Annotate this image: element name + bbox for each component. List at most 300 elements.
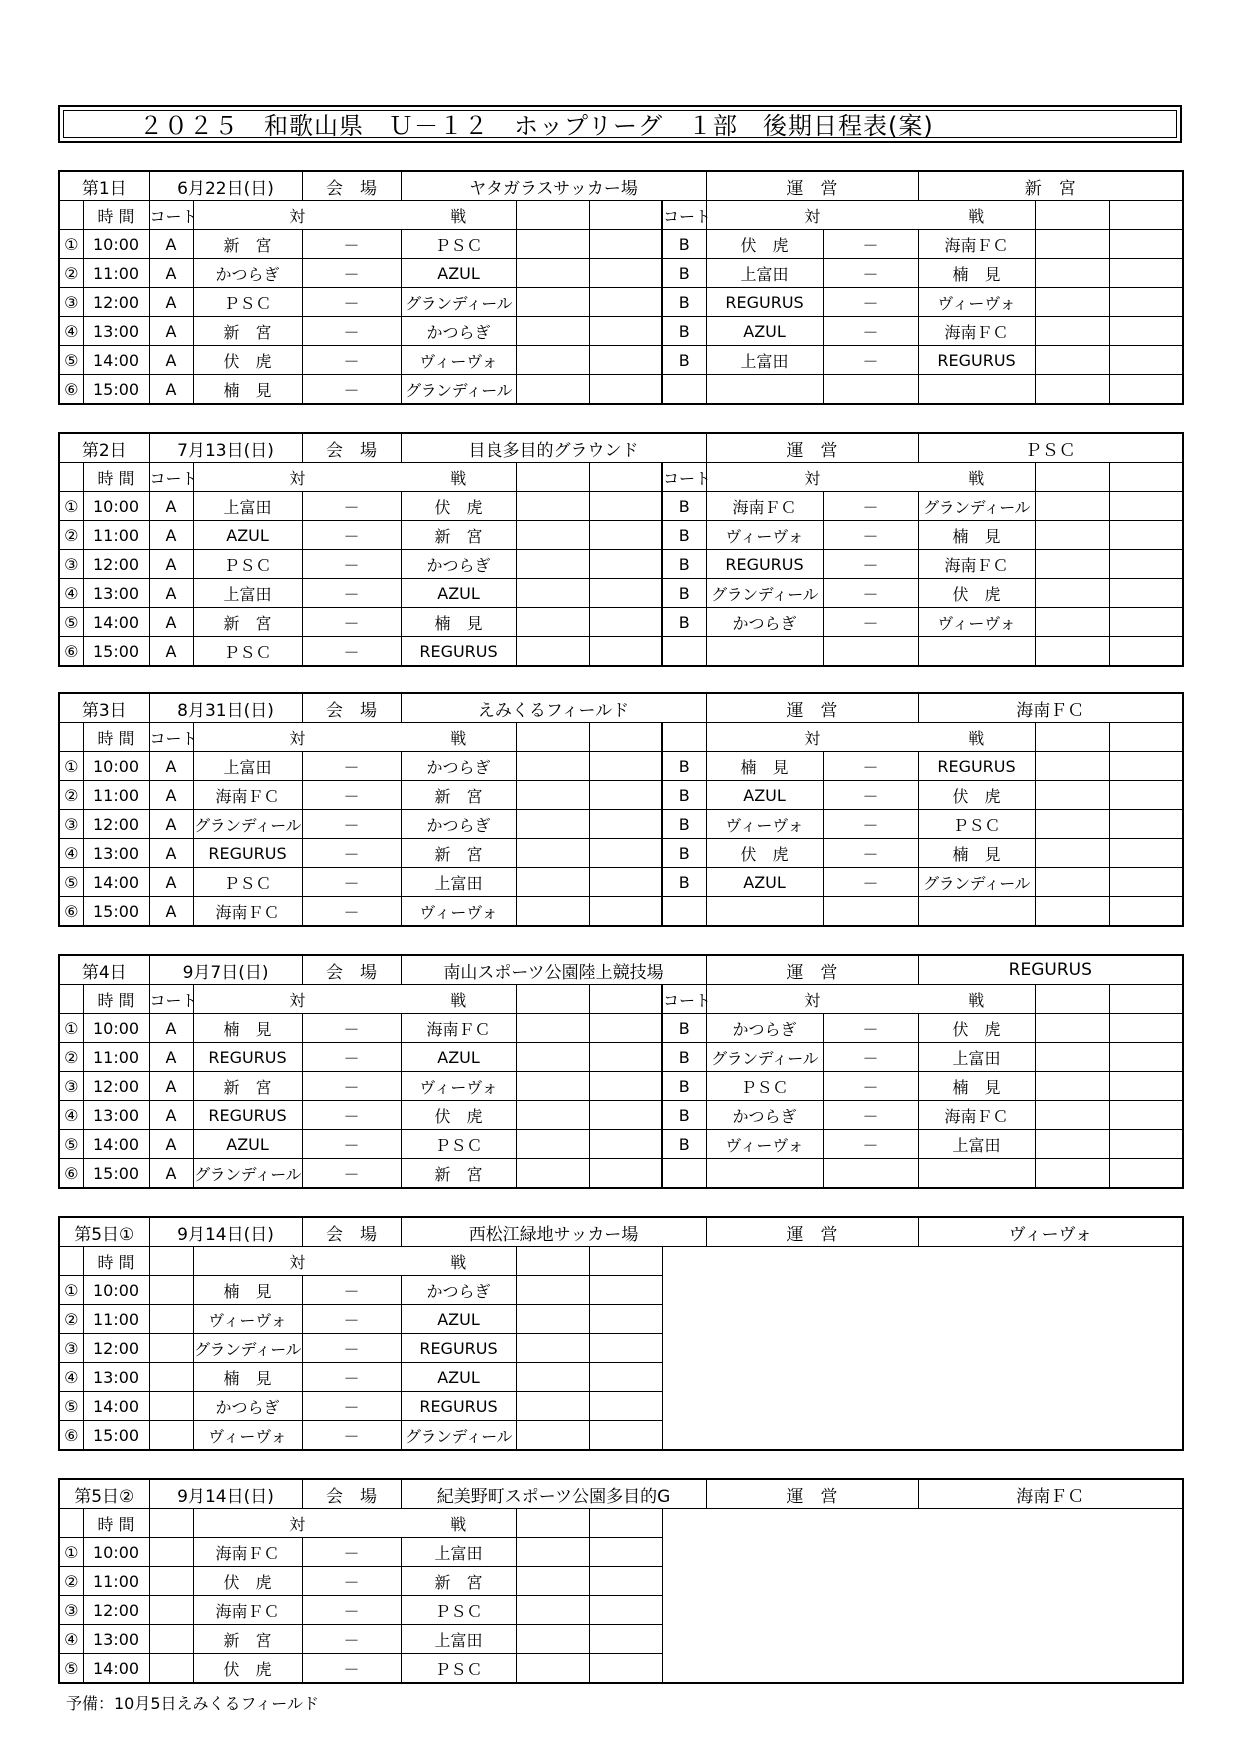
blank-cell	[516, 463, 589, 492]
vs-dash: －	[302, 579, 401, 608]
team-b-away	[918, 637, 1035, 667]
blank-cell	[1035, 346, 1109, 375]
venue-name: 西松江緑地サッカー場	[401, 1217, 706, 1247]
court-a: A	[149, 521, 193, 550]
vs-dash-b: －	[823, 1043, 918, 1072]
blank-cell	[589, 723, 662, 752]
court-b: B	[662, 230, 706, 259]
match-time: 14:00	[83, 608, 149, 637]
blank-cell	[589, 1538, 662, 1567]
court-b: B	[662, 288, 706, 317]
blank-cell	[1109, 1043, 1183, 1072]
round-name: 第2日	[59, 433, 149, 463]
court-b: B	[662, 1130, 706, 1159]
match-time: 10:00	[83, 492, 149, 521]
match-time: 12:00	[83, 288, 149, 317]
team-b-home: かつらぎ	[706, 1101, 823, 1130]
blank-cell	[516, 492, 589, 521]
blank-cell	[589, 1305, 662, 1334]
match-number: ①	[59, 1276, 83, 1305]
court-b	[662, 1159, 706, 1189]
empty-area	[662, 1247, 1183, 1451]
vs-dash: －	[302, 1014, 401, 1043]
court-b: B	[662, 1014, 706, 1043]
team-a-away: ヴィーヴォ	[401, 897, 516, 927]
match-time: 12:00	[83, 1334, 149, 1363]
vs-dash-b: －	[823, 1130, 918, 1159]
vs-dash-b	[823, 1159, 918, 1189]
team-a-away: 上富田	[401, 868, 516, 897]
team-b-home: REGURUS	[706, 550, 823, 579]
vs-dash: －	[302, 1305, 401, 1334]
vs-dash: －	[302, 1421, 401, 1451]
round-name: 第3日	[59, 693, 149, 723]
team-b-away: 楠 見	[918, 259, 1035, 288]
match-number: ②	[59, 521, 83, 550]
team-a-away: 新 宮	[401, 839, 516, 868]
team-a-away: グランディール	[401, 1421, 516, 1451]
blank-cell	[516, 810, 589, 839]
court-b: B	[662, 259, 706, 288]
team-b-home	[706, 375, 823, 405]
team-a-home: ＰＳＣ	[193, 550, 302, 579]
court-a: A	[149, 288, 193, 317]
blank-cell	[589, 1014, 662, 1043]
team-b-away	[918, 897, 1035, 927]
team-a-away: かつらぎ	[401, 810, 516, 839]
blank-cell	[516, 521, 589, 550]
team-a-away: ＰＳＣ	[401, 1596, 516, 1625]
venue-name: 紀美野町スポーツ公園多目的G	[401, 1479, 706, 1509]
vs-dash-b	[823, 637, 918, 667]
team-b-home: かつらぎ	[706, 1014, 823, 1043]
team-a-away: 伏 虎	[401, 492, 516, 521]
vs-header-a: 対	[193, 201, 401, 230]
blank-cell	[516, 1392, 589, 1421]
match-row	[59, 810, 1183, 839]
match-number: ⑤	[59, 346, 83, 375]
vs-header-b2: 戦	[918, 463, 1035, 492]
blank-cell	[1109, 550, 1183, 579]
blank-cell	[1109, 201, 1183, 230]
blank-cell	[516, 1625, 589, 1654]
team-a-home: 上富田	[193, 579, 302, 608]
blank-cell	[516, 201, 589, 230]
court-a: A	[149, 579, 193, 608]
blank-cell	[589, 752, 662, 781]
match-number: ③	[59, 1334, 83, 1363]
team-b-home: ヴィーヴォ	[706, 521, 823, 550]
blank-cell	[1109, 521, 1183, 550]
vs-dash-b: －	[823, 868, 918, 897]
blank-cell	[589, 492, 662, 521]
match-time: 15:00	[83, 1421, 149, 1451]
match-number: ①	[59, 230, 83, 259]
operator-label: 運 営	[706, 693, 918, 723]
court-header-a: コート	[149, 463, 193, 492]
blank-cell	[589, 1392, 662, 1421]
blank-cell	[1109, 985, 1183, 1014]
team-a-home: ＰＳＣ	[193, 637, 302, 667]
blank-cell	[1109, 1101, 1183, 1130]
match-row	[59, 579, 1183, 608]
court-b: B	[662, 868, 706, 897]
team-b-home: ヴィーヴォ	[706, 810, 823, 839]
team-a-away: AZUL	[401, 259, 516, 288]
time-header: 時 間	[83, 201, 149, 230]
match-time: 10:00	[83, 1538, 149, 1567]
blank-cell	[1035, 288, 1109, 317]
venue-name: ヤタガラスサッカー場	[401, 171, 706, 201]
blank-cell	[1035, 752, 1109, 781]
court-header-b: コート	[662, 985, 706, 1014]
team-b-home	[706, 1159, 823, 1189]
operator-name: ＰＳＣ	[918, 433, 1183, 463]
vs-dash: －	[302, 259, 401, 288]
team-a-home: 上富田	[193, 752, 302, 781]
team-b-away	[918, 375, 1035, 405]
court-a: A	[149, 259, 193, 288]
court-a: A	[149, 868, 193, 897]
vs-dash-b: －	[823, 521, 918, 550]
team-a-home: グランディール	[193, 1159, 302, 1189]
blank-cell	[1109, 608, 1183, 637]
vs-header-a: 対	[193, 1509, 401, 1538]
court-b: B	[662, 608, 706, 637]
match-row	[59, 230, 1183, 259]
match-number: ⑤	[59, 868, 83, 897]
team-a-home: 海南ＦＣ	[193, 1538, 302, 1567]
team-a-home: 上富田	[193, 492, 302, 521]
match-number: ⑥	[59, 897, 83, 927]
team-a-home: ヴィーヴォ	[193, 1305, 302, 1334]
vs-dash: －	[302, 637, 401, 667]
match-number: ③	[59, 550, 83, 579]
vs-header-a2: 戦	[401, 1509, 516, 1538]
team-a-away: ＰＳＣ	[401, 1654, 516, 1684]
blank-cell	[516, 346, 589, 375]
blank-cell	[516, 1363, 589, 1392]
vs-dash: －	[302, 1538, 401, 1567]
vs-header-b: 対	[706, 985, 918, 1014]
blank-cell	[516, 1567, 589, 1596]
team-a-home: 楠 見	[193, 1276, 302, 1305]
blank-cell	[1109, 637, 1183, 667]
court-a: A	[149, 550, 193, 579]
match-row	[59, 608, 1183, 637]
vs-header-a2: 戦	[401, 201, 516, 230]
court-a: A	[149, 810, 193, 839]
team-b-home: 上富田	[706, 259, 823, 288]
vs-dash: －	[302, 781, 401, 810]
blank-cell	[1109, 1130, 1183, 1159]
team-b-away: 楠 見	[918, 521, 1035, 550]
team-a-home: REGURUS	[193, 839, 302, 868]
blank-cell	[589, 1421, 662, 1451]
blank-cell	[59, 1247, 83, 1276]
vs-dash: －	[302, 1596, 401, 1625]
match-number: ⑤	[59, 1392, 83, 1421]
court-a: A	[149, 608, 193, 637]
vs-dash: －	[302, 346, 401, 375]
vs-header-b2: 戦	[918, 723, 1035, 752]
blank-cell	[589, 1130, 662, 1159]
blank-cell	[1035, 1043, 1109, 1072]
vs-dash: －	[302, 1392, 401, 1421]
blank-cell	[1035, 897, 1109, 927]
court-a: A	[149, 637, 193, 667]
match-number: ④	[59, 1363, 83, 1392]
blank-cell	[589, 259, 662, 288]
court-b: B	[662, 839, 706, 868]
team-a-home: REGURUS	[193, 1101, 302, 1130]
blank-cell	[149, 1567, 193, 1596]
court-a: A	[149, 492, 193, 521]
match-row	[59, 492, 1183, 521]
vs-dash-b: －	[823, 579, 918, 608]
team-a-away: ヴィーヴォ	[401, 346, 516, 375]
vs-header-a2: 戦	[401, 723, 516, 752]
blank-cell	[589, 1625, 662, 1654]
match-time: 15:00	[83, 897, 149, 927]
round-name: 第4日	[59, 955, 149, 985]
court-b	[662, 637, 706, 667]
team-a-home: 伏 虎	[193, 1654, 302, 1684]
blank-cell	[516, 1276, 589, 1305]
blank-cell	[1035, 723, 1109, 752]
court-b: B	[662, 1043, 706, 1072]
match-time: 14:00	[83, 1392, 149, 1421]
blank-cell	[1035, 550, 1109, 579]
blank-cell	[589, 1509, 662, 1538]
team-a-home: 伏 虎	[193, 1567, 302, 1596]
team-a-home: 海南ＦＣ	[193, 897, 302, 927]
match-time: 13:00	[83, 1363, 149, 1392]
match-row	[59, 637, 1183, 667]
court-a: A	[149, 781, 193, 810]
vs-header-a2: 戦	[401, 985, 516, 1014]
match-number: ③	[59, 810, 83, 839]
blank-cell	[589, 1363, 662, 1392]
match-number: ④	[59, 1101, 83, 1130]
vs-dash: －	[302, 1072, 401, 1101]
match-time: 10:00	[83, 1276, 149, 1305]
team-a-home: 楠 見	[193, 1014, 302, 1043]
blank-cell	[589, 201, 662, 230]
team-a-home: 楠 見	[193, 1363, 302, 1392]
team-a-away: REGURUS	[401, 637, 516, 667]
team-b-away	[918, 1159, 1035, 1189]
team-a-away: AZUL	[401, 1363, 516, 1392]
court-a: A	[149, 1072, 193, 1101]
match-number: ④	[59, 1625, 83, 1654]
vs-dash-b: －	[823, 230, 918, 259]
team-b-away: REGURUS	[918, 346, 1035, 375]
blank-cell	[589, 1334, 662, 1363]
vs-dash: －	[302, 868, 401, 897]
match-time: 13:00	[83, 1101, 149, 1130]
blank-cell	[1109, 868, 1183, 897]
vs-dash: －	[302, 1625, 401, 1654]
blank-cell	[589, 375, 662, 405]
team-b-away: ＰＳＣ	[918, 810, 1035, 839]
team-a-away: 新 宮	[401, 781, 516, 810]
court-a: A	[149, 752, 193, 781]
blank-cell	[1035, 259, 1109, 288]
match-number: ①	[59, 752, 83, 781]
vs-dash-b: －	[823, 810, 918, 839]
match-number: ⑤	[59, 1130, 83, 1159]
match-number: ②	[59, 1567, 83, 1596]
match-number: ③	[59, 1072, 83, 1101]
court-a: A	[149, 897, 193, 927]
court-b: B	[662, 550, 706, 579]
blank-cell	[1035, 521, 1109, 550]
match-number: ①	[59, 1014, 83, 1043]
team-a-away: 新 宮	[401, 521, 516, 550]
blank-cell	[1035, 810, 1109, 839]
blank-cell	[589, 637, 662, 667]
vs-dash: －	[302, 897, 401, 927]
team-a-away: かつらぎ	[401, 317, 516, 346]
round-table	[58, 170, 1184, 405]
team-b-home	[706, 637, 823, 667]
team-a-home: 楠 見	[193, 375, 302, 405]
blank-cell	[1035, 868, 1109, 897]
team-a-away: AZUL	[401, 579, 516, 608]
team-a-home: グランディール	[193, 1334, 302, 1363]
operator-label: 運 営	[706, 433, 918, 463]
team-a-away: ＰＳＣ	[401, 1130, 516, 1159]
vs-dash: －	[302, 550, 401, 579]
team-b-away: 上富田	[918, 1130, 1035, 1159]
team-a-home: ヴィーヴォ	[193, 1421, 302, 1451]
match-number: ⑤	[59, 1654, 83, 1684]
blank-cell	[516, 723, 589, 752]
round-date: 7月13日(日)	[149, 433, 302, 463]
blank-cell	[589, 346, 662, 375]
team-a-home: グランディール	[193, 810, 302, 839]
blank-cell	[1109, 317, 1183, 346]
blank-cell	[1109, 781, 1183, 810]
match-row	[59, 1159, 1183, 1189]
team-a-home: REGURUS	[193, 1043, 302, 1072]
match-row	[59, 550, 1183, 579]
blank-cell	[516, 288, 589, 317]
court-b: B	[662, 579, 706, 608]
blank-cell	[1109, 463, 1183, 492]
court-a: A	[149, 1014, 193, 1043]
vs-header-a2: 戦	[401, 1247, 516, 1276]
blank-cell	[1109, 1072, 1183, 1101]
team-a-away: ヴィーヴォ	[401, 1072, 516, 1101]
blank-cell	[1109, 259, 1183, 288]
vs-dash: －	[302, 1363, 401, 1392]
operator-label: 運 営	[706, 171, 918, 201]
operator-label: 運 営	[706, 1217, 918, 1247]
vs-dash-b: －	[823, 317, 918, 346]
court-b: B	[662, 317, 706, 346]
blank-cell	[589, 463, 662, 492]
team-b-away: REGURUS	[918, 752, 1035, 781]
match-number: ⑥	[59, 1421, 83, 1451]
team-a-away: かつらぎ	[401, 752, 516, 781]
vs-dash: －	[302, 375, 401, 405]
blank-cell	[589, 985, 662, 1014]
match-time: 10:00	[83, 1014, 149, 1043]
match-number: ⑤	[59, 608, 83, 637]
blank-cell	[589, 1101, 662, 1130]
match-number: ⑥	[59, 637, 83, 667]
vs-dash: －	[302, 1159, 401, 1189]
blank-cell	[589, 1567, 662, 1596]
blank-cell	[516, 868, 589, 897]
venue-label: 会 場	[302, 1217, 401, 1247]
match-time: 11:00	[83, 1567, 149, 1596]
court-b: B	[662, 781, 706, 810]
blank-cell	[516, 1043, 589, 1072]
court-a: A	[149, 317, 193, 346]
blank-cell	[662, 723, 706, 752]
operator-label: 運 営	[706, 1479, 918, 1509]
vs-header-b2: 戦	[918, 985, 1035, 1014]
round-table	[58, 692, 1184, 927]
court-a: A	[149, 839, 193, 868]
vs-header-b: 対	[706, 201, 918, 230]
blank-cell	[589, 1654, 662, 1684]
match-time: 11:00	[83, 781, 149, 810]
blank-cell	[589, 781, 662, 810]
round-name: 第1日	[59, 171, 149, 201]
blank-cell	[516, 375, 589, 405]
blank-cell	[516, 230, 589, 259]
vs-dash: －	[302, 1567, 401, 1596]
court-a: A	[149, 1101, 193, 1130]
vs-dash-b: －	[823, 492, 918, 521]
team-b-home: 海南ＦＣ	[706, 492, 823, 521]
court-header-a: コート	[149, 723, 193, 752]
match-time: 10:00	[83, 230, 149, 259]
time-header: 時 間	[83, 1509, 149, 1538]
vs-dash-b: －	[823, 752, 918, 781]
team-a-home: 海南ＦＣ	[193, 1596, 302, 1625]
blank-cell	[149, 1654, 193, 1684]
court-b: B	[662, 521, 706, 550]
team-b-away: 楠 見	[918, 839, 1035, 868]
match-row	[59, 1101, 1183, 1130]
blank-cell	[149, 1509, 193, 1538]
team-a-away: 新 宮	[401, 1567, 516, 1596]
blank-cell	[59, 201, 83, 230]
team-a-away: 新 宮	[401, 1159, 516, 1189]
match-row	[59, 781, 1183, 810]
match-row	[59, 346, 1183, 375]
vs-dash: －	[302, 230, 401, 259]
blank-cell	[1109, 723, 1183, 752]
blank-cell	[149, 1334, 193, 1363]
blank-cell	[516, 1509, 589, 1538]
blank-cell	[516, 1421, 589, 1451]
vs-dash-b: －	[823, 550, 918, 579]
blank-cell	[1035, 579, 1109, 608]
blank-cell	[1035, 492, 1109, 521]
vs-header-a: 対	[193, 463, 401, 492]
vs-dash-b	[823, 897, 918, 927]
team-b-away: 伏 虎	[918, 1014, 1035, 1043]
match-number: ⑥	[59, 375, 83, 405]
time-header: 時 間	[83, 985, 149, 1014]
blank-cell	[589, 1159, 662, 1189]
